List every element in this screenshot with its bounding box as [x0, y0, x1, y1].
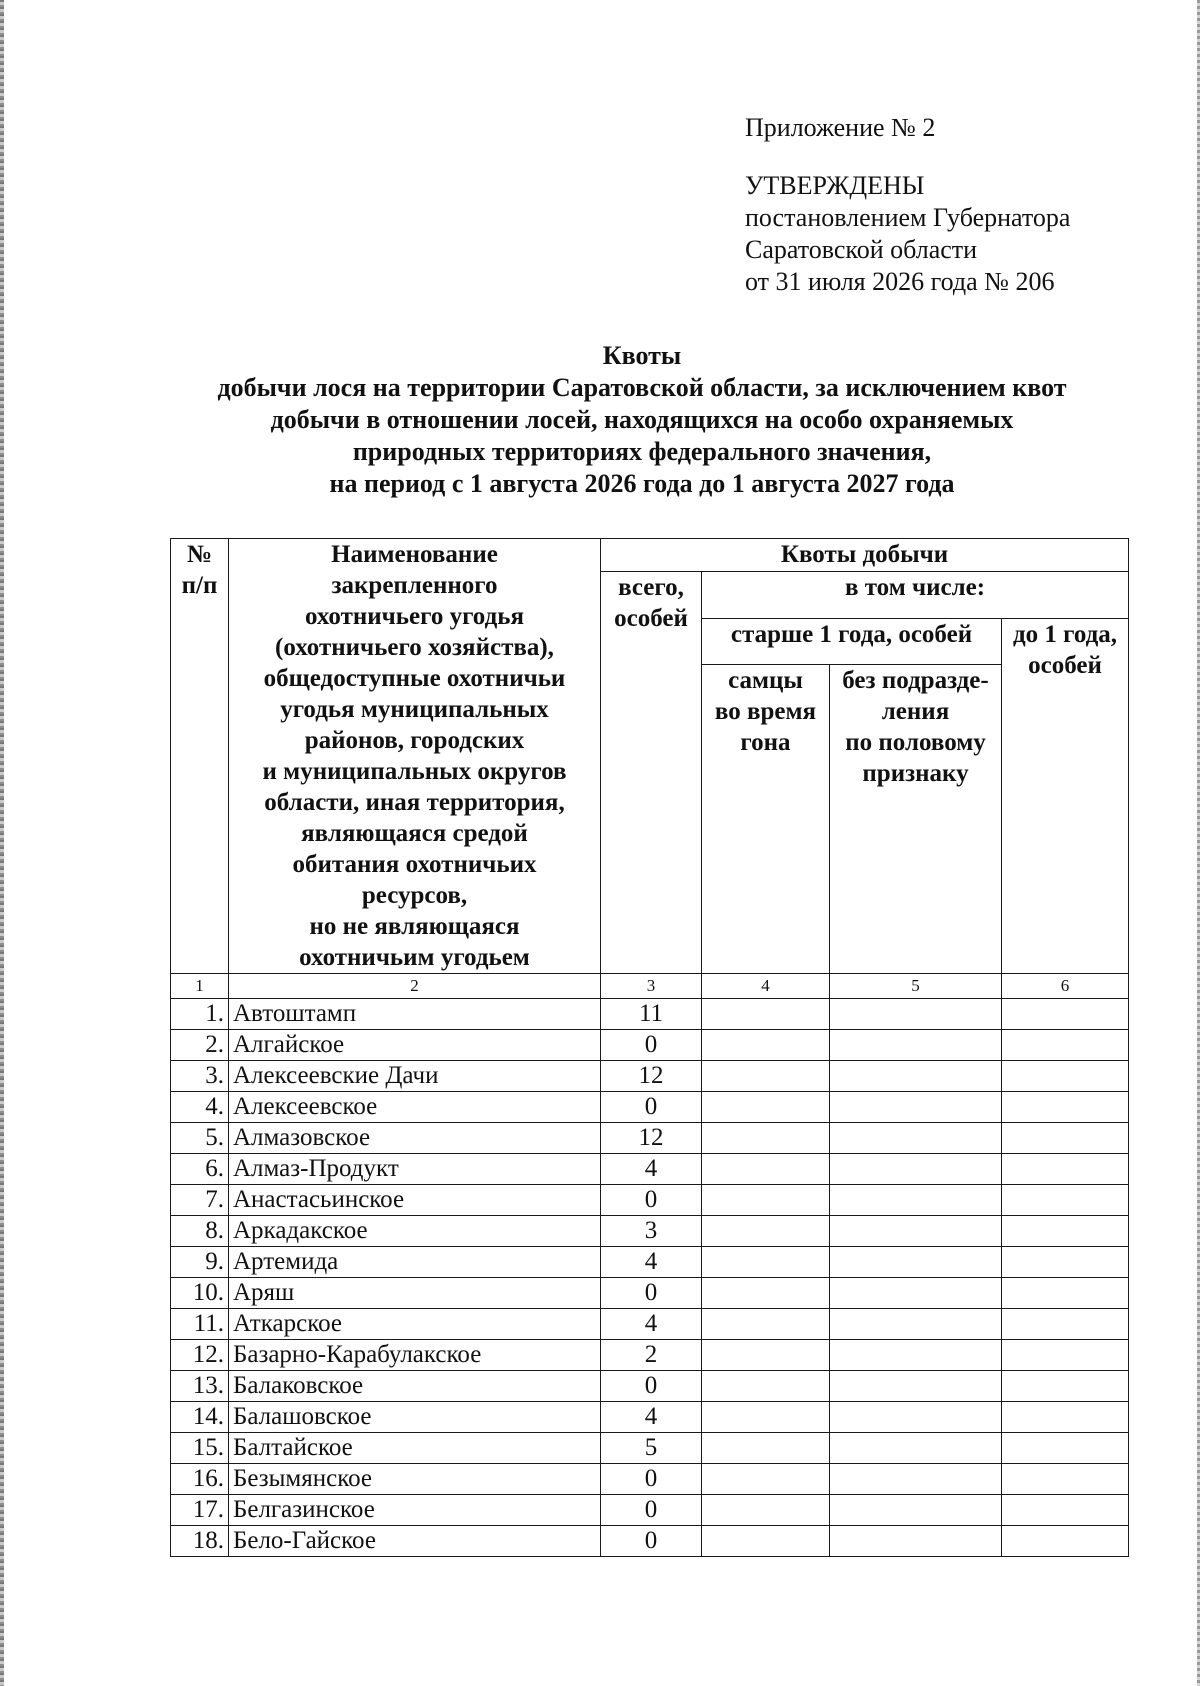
quota-males-rut [702, 1433, 830, 1464]
hunting-ground-name: Алгайское [229, 1030, 601, 1061]
table-row [171, 1216, 1129, 1247]
header-nodiv-line: ления [881, 698, 950, 725]
header-name-line: (охотничьего хозяйства), [275, 634, 554, 661]
column-number: 5 [830, 974, 1002, 999]
title-line-2: добычи лося на территории Саратовской области, за исключением квот [217, 373, 1067, 402]
quota-males-rut [702, 999, 830, 1030]
table-row [171, 1402, 1129, 1433]
table-row [171, 1278, 1129, 1309]
table-row [171, 1340, 1129, 1371]
table-row [171, 1526, 1129, 1557]
quota-under-1-year [1002, 1464, 1129, 1495]
quota-total: 0 [601, 1464, 702, 1495]
quota-total: 4 [601, 1402, 702, 1433]
table-row [171, 999, 1129, 1030]
approval-block [745, 112, 1165, 298]
hunting-ground-name: Балаковское [229, 1371, 601, 1402]
quota-total: 12 [601, 1123, 702, 1154]
header-num-line-2: п/п [181, 572, 218, 599]
header-older-than-1-year: старше 1 года, особей [702, 618, 1002, 665]
quota-under-1-year [1002, 1340, 1129, 1371]
quota-under-1-year [1002, 1495, 1129, 1526]
quota-no-sex-division [830, 1092, 1002, 1123]
column-number: 4 [702, 974, 830, 999]
column-number: 1 [171, 974, 229, 999]
quota-total: 4 [601, 1309, 702, 1340]
title-line-5: на период с 1 августа 2026 года до 1 августа 2027 года [329, 469, 955, 498]
quota-males-rut [702, 1092, 830, 1123]
hunting-ground-name: Алексеевское [229, 1092, 601, 1123]
row-number: 14. [171, 1402, 229, 1433]
quota-total: 0 [601, 1371, 702, 1402]
header-name-line: являющаяся средой [301, 820, 528, 847]
hunting-ground-name: Белгазинское [229, 1495, 601, 1526]
quota-males-rut [702, 1371, 830, 1402]
column-number: 2 [229, 974, 601, 999]
quota-under-1-year [1002, 1154, 1129, 1185]
header-num-line-1: № [186, 541, 213, 568]
hunting-ground-name: Алексеевские Дачи [229, 1061, 601, 1092]
approval-line-1: постановлением Губернатора [745, 203, 1071, 232]
hunting-ground-name: Балтайское [229, 1433, 601, 1464]
quota-under-1-year [1002, 1216, 1129, 1247]
header-nodiv-line: по половому [845, 729, 986, 756]
quota-total: 3 [601, 1216, 702, 1247]
table-row [171, 1247, 1129, 1278]
document-title [150, 340, 1134, 500]
row-number: 4. [171, 1092, 229, 1123]
header-name-line: области, иная территория, [264, 789, 565, 816]
quota-males-rut [702, 1247, 830, 1278]
row-number: 6. [171, 1154, 229, 1185]
header-no-sex-division [830, 665, 1002, 974]
quota-under-1-year [1002, 999, 1129, 1030]
quota-total: 11 [601, 999, 702, 1030]
quota-males-rut [702, 1123, 830, 1154]
row-number: 5. [171, 1123, 229, 1154]
table-row [171, 1030, 1129, 1061]
header-name-line: ресурсов, [361, 882, 468, 909]
quota-no-sex-division [830, 1526, 1002, 1557]
row-number: 12. [171, 1340, 229, 1371]
quota-total: 0 [601, 1278, 702, 1309]
quota-under-1-year [1002, 1061, 1129, 1092]
header-total-line-2: особей [614, 605, 688, 632]
quota-males-rut [702, 1278, 830, 1309]
quota-under-1-year [1002, 1278, 1129, 1309]
quota-no-sex-division [830, 1030, 1002, 1061]
quota-total: 4 [601, 1247, 702, 1278]
quota-total: 0 [601, 1526, 702, 1557]
appendix-label: Приложение № 2 [745, 113, 936, 142]
quota-no-sex-division [830, 1185, 1002, 1216]
header-nodiv-line: без подразде- [842, 667, 989, 694]
quota-males-rut [702, 1402, 830, 1433]
quota-no-sex-division [830, 1123, 1002, 1154]
header-name-line: охотничьего угодья [305, 603, 524, 630]
hunting-ground-name: Балашовское [229, 1402, 601, 1433]
quota-under-1-year [1002, 1123, 1129, 1154]
hunting-ground-name: Анастасьинское [229, 1185, 601, 1216]
table-row [171, 1123, 1129, 1154]
quota-total: 4 [601, 1154, 702, 1185]
header-males-rut [702, 665, 830, 974]
header-males-line: гона [740, 729, 791, 756]
header-including: в том числе: [702, 572, 1129, 619]
quota-no-sex-division [830, 999, 1002, 1030]
quota-total: 2 [601, 1340, 702, 1371]
hunting-ground-name: Базарно-Карабулакское [229, 1340, 601, 1371]
title-line-4: природных территориях федерального значения, [352, 437, 932, 466]
header-name-line: охотничьим угодьем [299, 944, 530, 971]
row-number: 9. [171, 1247, 229, 1278]
quota-under-1-year [1002, 1185, 1129, 1216]
table-row [171, 1495, 1129, 1526]
quota-no-sex-division [830, 1278, 1002, 1309]
row-number: 1. [171, 999, 229, 1030]
header-nodiv-line: признаку [862, 760, 969, 787]
hunting-ground-name: Аркадакское [229, 1216, 601, 1247]
quota-no-sex-division [830, 1309, 1002, 1340]
quota-males-rut [702, 1340, 830, 1371]
quota-males-rut [702, 1309, 830, 1340]
quota-males-rut [702, 1526, 830, 1557]
hunting-ground-name: Аткарское [229, 1309, 601, 1340]
quota-males-rut [702, 1154, 830, 1185]
quota-total: 0 [601, 1092, 702, 1123]
hunting-ground-name: Алмазовское [229, 1123, 601, 1154]
quota-no-sex-division [830, 1340, 1002, 1371]
table-row [171, 1464, 1129, 1495]
column-number-row [171, 974, 1129, 999]
table-row [171, 1154, 1129, 1185]
quota-under-1-year [1002, 1371, 1129, 1402]
quota-under-1-year [1002, 1092, 1129, 1123]
quota-no-sex-division [830, 1433, 1002, 1464]
quota-under-1-year [1002, 1309, 1129, 1340]
header-name-line: угодья муниципальных [280, 696, 549, 723]
header-total-line-1: всего, [618, 574, 684, 601]
header-quotas: Квоты добычи [601, 539, 1129, 572]
table-row [171, 1433, 1129, 1464]
scan-edge-left [0, 0, 4, 1686]
quota-no-sex-division [830, 1247, 1002, 1278]
header-name-line: обитания охотничьих [292, 851, 537, 878]
hunting-ground-name: Автоштамп [229, 999, 601, 1030]
column-number: 3 [601, 974, 702, 999]
hunting-ground-name: Аряш [229, 1278, 601, 1309]
approval-line-2: Саратовской области [745, 235, 978, 264]
header-name-line: общедоступные охотничьи [263, 665, 566, 692]
quota-table [170, 538, 1129, 1557]
quota-males-rut [702, 1061, 830, 1092]
header-row-number [171, 539, 229, 974]
quota-males-rut [702, 1185, 830, 1216]
quota-no-sex-division [830, 1154, 1002, 1185]
hunting-ground-name: Артемида [229, 1247, 601, 1278]
quota-under-1-year [1002, 1526, 1129, 1557]
quota-no-sex-division [830, 1061, 1002, 1092]
quota-no-sex-division [830, 1371, 1002, 1402]
row-number: 15. [171, 1433, 229, 1464]
quota-total: 5 [601, 1433, 702, 1464]
column-number: 6 [1002, 974, 1129, 999]
table-row [171, 1185, 1129, 1216]
quota-total: 12 [601, 1061, 702, 1092]
header-under-1-year [1002, 618, 1129, 974]
row-number: 10. [171, 1278, 229, 1309]
table-row [171, 1371, 1129, 1402]
quota-total: 0 [601, 1495, 702, 1526]
approval-line-3: от 31 июля 2026 года № 206 [745, 267, 1055, 296]
quota-under-1-year [1002, 1030, 1129, 1061]
header-name-line: Наименование [331, 541, 498, 568]
table-row [171, 1092, 1129, 1123]
row-number: 3. [171, 1061, 229, 1092]
row-number: 13. [171, 1371, 229, 1402]
quota-no-sex-division [830, 1464, 1002, 1495]
approved-label: УТВЕРЖДЕНЫ [745, 171, 925, 200]
header-total [601, 572, 702, 974]
header-males-line: во время [714, 698, 817, 725]
header-males-line: самцы [728, 667, 803, 694]
row-number: 16. [171, 1464, 229, 1495]
row-number: 8. [171, 1216, 229, 1247]
quota-males-rut [702, 1030, 830, 1061]
row-number: 18. [171, 1526, 229, 1557]
quota-no-sex-division [830, 1495, 1002, 1526]
quota-males-rut [702, 1464, 830, 1495]
quota-total: 0 [601, 1185, 702, 1216]
header-name-line: но не являющаяся [309, 913, 520, 940]
quota-under-1-year [1002, 1247, 1129, 1278]
quota-under-1-year [1002, 1433, 1129, 1464]
row-number: 2. [171, 1030, 229, 1061]
quota-males-rut [702, 1216, 830, 1247]
header-under1-line-2: особей [1028, 651, 1102, 679]
quota-males-rut [702, 1495, 830, 1526]
title-line-1: Квоты [602, 341, 682, 370]
quota-under-1-year [1002, 1402, 1129, 1433]
quota-no-sex-division [830, 1402, 1002, 1433]
row-number: 17. [171, 1495, 229, 1526]
row-number: 11. [171, 1309, 229, 1340]
header-hunting-ground-name [229, 539, 601, 974]
table-row [171, 1061, 1129, 1092]
row-number: 7. [171, 1185, 229, 1216]
header-name-line: и муниципальных округов [262, 758, 567, 785]
header-name-line: закрепленного [331, 572, 498, 599]
table-row [171, 1309, 1129, 1340]
header-under1-line-1: до 1 года, [1012, 620, 1118, 648]
hunting-ground-name: Бело-Гайское [229, 1526, 601, 1557]
title-line-3: добычи в отношении лосей, находящихся на особо охраняемых [270, 405, 1014, 434]
header-name-line: районов, городских [304, 727, 525, 754]
hunting-ground-name: Безымянское [229, 1464, 601, 1495]
quota-total: 0 [601, 1030, 702, 1061]
quota-no-sex-division [830, 1216, 1002, 1247]
hunting-ground-name: Алмаз-Продукт [229, 1154, 601, 1185]
